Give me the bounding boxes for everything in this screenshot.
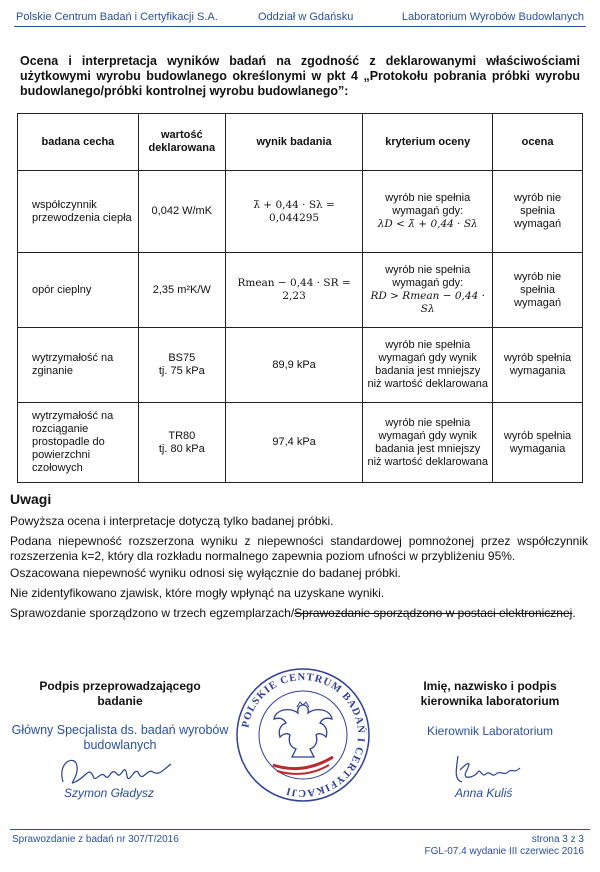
manager-handwritten-signature (448, 750, 528, 790)
footer-report-number: Sprawozdanie z badań nr 307/T/2016 (12, 834, 179, 845)
cell-criterion (363, 253, 493, 328)
note-copies-end: . (572, 606, 576, 620)
col-header-evaluation: ocena (493, 114, 583, 171)
table-header-row (18, 114, 583, 171)
cell-declared: 2,35 m²K/W (138, 253, 225, 328)
table-row (18, 253, 583, 328)
manager-role: Kierownik Laboratorium (426, 724, 554, 738)
col-header-feature: badana cecha (18, 114, 139, 171)
col-header-criterion: kryterium oceny (363, 114, 493, 171)
note-copies (10, 606, 588, 621)
cell-criterion: wyrób nie spełnia wymagań gdy wynik badania jest mniejszy niż wartość deklarowana (363, 403, 493, 483)
footer-page: strona 3 z 3 (531, 834, 584, 845)
cell-declared (138, 328, 225, 403)
note-copies-struck: Sprawozdanie sporządzono w postaci elektronicznej (294, 606, 573, 620)
cell-evaluation: wyrób nie spełnia wymagań (493, 171, 583, 253)
tester-name: Szymon Gładysz (64, 786, 155, 800)
results-table (17, 113, 583, 483)
page-footer (10, 829, 590, 857)
cell-result: λ̄ + 0,44 · Sλ = 0,044295 (225, 171, 363, 253)
declared-class: BS75 (168, 352, 196, 364)
note-scope: Powyższa ocena i interpretacje dotyczą tylko badanej próbki. (10, 514, 334, 528)
criterion-text: wyrób nie spełnia wymagań gdy: (385, 264, 471, 289)
cell-feature: współczynnik przewodzenia ciepła (18, 171, 139, 253)
header-org: Polskie Centrum Badań i Certyfikacji S.A. (16, 11, 218, 23)
tester-role: Główny Specjalista ds. badań wyrobów budowlanych (11, 723, 229, 752)
cell-criterion: wyrób nie spełnia wymagań gdy wynik badania jest mniejszy niż wartość deklarowana (363, 328, 493, 403)
notes-title: Uwagi (10, 491, 52, 507)
declared-class: TR80 (168, 429, 196, 442)
cell-declared (138, 403, 225, 483)
criterion-text: wyrób nie spełnia wymagań gdy: (385, 192, 471, 217)
note-copies-text: Sprawozdanie sporządzono w trzech egzemplarzach/ (10, 606, 295, 620)
stamp-text: POLSKIE CENTRUM BADAŃ I CERTYFIKACJI (240, 671, 367, 799)
col-header-declared: wartość deklarowana (138, 114, 225, 171)
notes-section (10, 514, 588, 626)
cell-evaluation: wyrób spełnia wymagania (493, 328, 583, 403)
note-phenomena: Nie zidentyfikowano zjawisk, które mogły wpłynąć na uzyskane wyniki. (10, 586, 385, 600)
institution-stamp (233, 665, 373, 805)
intro-text: Ocena i interpretacja wyników badań na zgodność z deklarowanymi właściwościami użytkowymi wyrobu budowlanego określonymi w pkt 4 „Protokołu pobrania próbki wyrobu budowlanego/próbki kontrolnej wyrobu budowlanego”: (20, 54, 580, 98)
table-row (18, 171, 583, 253)
manager-signature-title: Imię, nazwisko i podpis kierownika laboratorium (420, 679, 560, 708)
note-uncertainty-scope: Oszacowana niepewność wyniku odnosi się wyłącznie do badanej próbki. (10, 566, 401, 580)
table-row (18, 328, 583, 403)
cell-evaluation: wyrób spełnia wymagania (493, 403, 583, 483)
cell-criterion (363, 171, 493, 253)
header-lab: Laboratorium Wyrobów Budowlanych (401, 11, 584, 23)
cell-feature: wytrzymałość na zginanie (18, 328, 139, 403)
declared-value: tj. 80 kPa (158, 442, 205, 455)
footer-form: FGL-07.4 wydanie III czerwiec 2016 (424, 846, 584, 857)
table-row (18, 403, 583, 483)
cell-result: Rmean − 0,44 · SR = 2,23 (225, 253, 363, 328)
note-uncertainty: Podana niepewność rozszerzona wyniku z niepewności standardowej pomnożonej przez współczynnik rozszerzenia k=2, który dla rozkładu normalnego zapewnia poziom ufności w przybliżeniu 95%. (10, 534, 588, 563)
cell-feature: opór cieplny (18, 253, 139, 328)
cell-result: 89,9 kPa (225, 328, 363, 403)
cell-result: 97,4 kPa (225, 403, 363, 483)
cell-feature: wytrzymałość na rozciąganie prostopadle do powierzchni czołowych (18, 403, 139, 483)
eagle-emblem (274, 702, 332, 757)
header-branch: Oddział w Gdańsku (258, 11, 354, 23)
cell-evaluation: wyrób nie spełnia wymagań (493, 253, 583, 328)
criterion-formula: RD > Rmean − 0,44 · Sλ (370, 290, 485, 315)
footer-right (424, 834, 584, 858)
manager-name: Anna Kuliś (455, 786, 513, 800)
page-header (14, 10, 586, 27)
criterion-formula: λD < λ̄ + 0,44 · Sλ (377, 218, 478, 230)
cell-declared: 0,042 W/mK (138, 171, 225, 253)
col-header-result: wynik badania (225, 114, 363, 171)
tester-signature-title: Podpis przeprowadzającego badanie (39, 679, 201, 708)
declared-value: tj. 75 kPa (158, 365, 205, 377)
